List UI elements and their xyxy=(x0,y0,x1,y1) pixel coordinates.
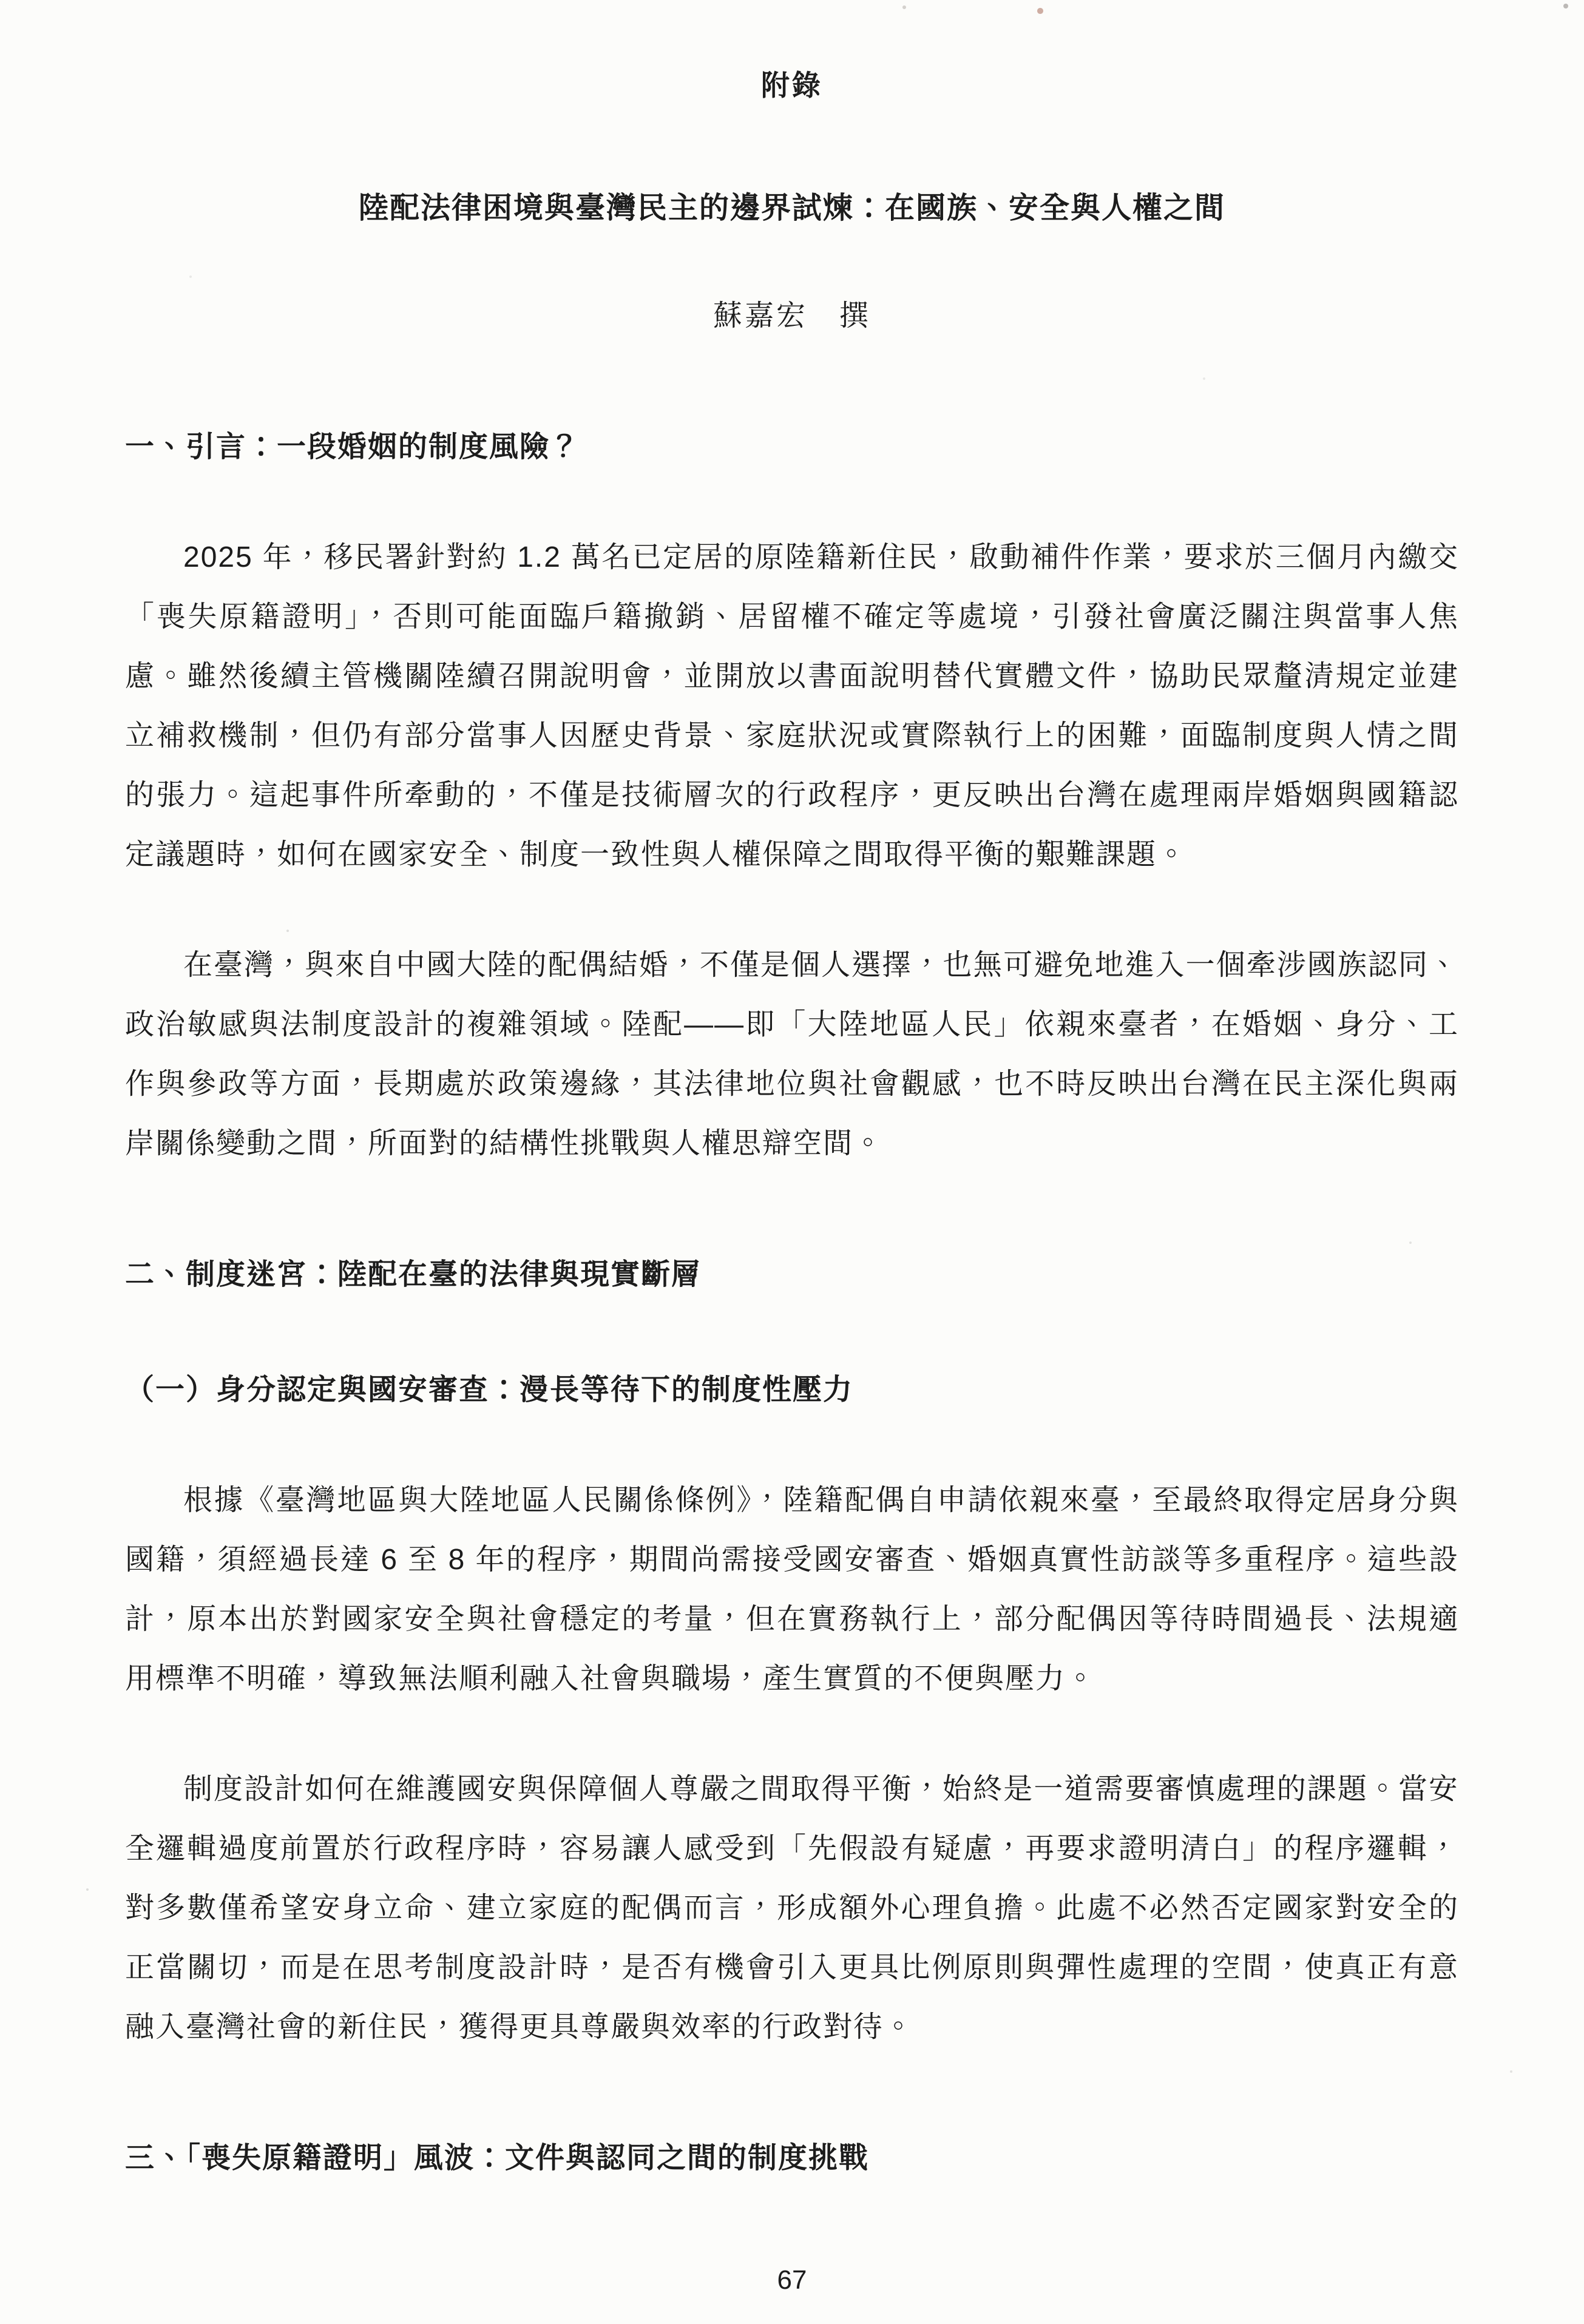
paragraph-marriage-context: 在臺灣，與來自中國大陸的配偶結婚，不僅是個人選擇，也無可避免地進入一個牽涉國族認同、政治敏感與法制度設計的複雜領域。陸配——即「大陸地區人民」依親來臺者，在婚姻、身分、工作與參政等方面，長期處於政策邊緣，其法律地位與社會觀感，也不時反映出台灣在民主深化與兩岸關係變動之間，所面對的結構性挑戰與人權思辯空間。 xyxy=(125,949,1459,1160)
section-heading-introduction: 一、引言：一段婚姻的制度風險？ xyxy=(125,431,581,463)
subsection-heading-identity-review: （一）身分認定與國安審查：漫長等待下的制度性壓力 xyxy=(125,1374,854,1406)
paragraph-security-balance: 制度設計如何在維護國安與保障個人尊嚴之間取得平衡，始終是一道需要審慎處理的課題。當安全邏輯過度前置於行政程序時，容易讓人感受到「先假設有疑慮，再要求證明清白」的程序邏輯，對多數僅希望安身立命、建立家庭的配偶而言，形成額外心理負擔。此處不必然否定國家對安全的正當關切，而是在思考制度設計時，是否有機會引入更具比例原則與彈性處理的空間，使真正有意融入臺灣社會的新住民，獲得更具尊嚴與效率的行政對待。 xyxy=(125,1773,1459,2043)
author-line: 蘇嘉宏 撰 xyxy=(712,300,871,332)
paragraph-regulation-process: 根據《臺灣地區與大陸地區人民關係條例》，陸籍配偶自申請依親來臺，至最終取得定居身分與國籍，須經過長達 6 至 8 年的程序，期間尚需接受國安審查、婚姻真實性訪談等多重程序。這些設計，原本出於對國家安全與社會穩定的考量，但在實務執行上，部分配偶因等待時間過長、法規適用標準不明確，導致無法順利融入社會與職場，產生實質的不便與壓力。 xyxy=(125,1484,1459,1695)
document-title: 陸配法律困境與臺灣民主的邊界試煉：在國族、安全與人權之間 xyxy=(358,192,1225,225)
scan-artifact xyxy=(0,0,2,2)
appendix-label: 附錄 xyxy=(761,69,823,101)
paragraph-immigration-2025: 2025 年，移民署針對約 1.2 萬名已定居的原陸籍新住民，啟動補件作業，要求於三個月內繳交「喪失原籍證明」，否則可能面臨戶籍撤銷、居留權不確定等處境，引發社會廣泛關注與當事人焦慮。雖然後續主管機關陸續召開說明會，並開放以書面說明替代實體文件，協助民眾釐清規定並建立補救機制，但仍有部分當事人因歷史背景、家庭狀況或實際執行上的困難，面臨制度與人情之間的張力。這起事件所牽動的，不僅是技術層次的行政程序，更反映出台灣在處理兩岸婚姻與國籍認定議題時，如何在國家安全、制度一致性與人權保障之間取得平衡的艱難課題。 xyxy=(125,541,1459,871)
section-heading-institutional-maze: 二、制度迷宮：陸配在臺的法律與現實斷層 xyxy=(125,1258,702,1291)
section-heading-certificate-controversy: 三、「喪失原籍證明」風波：文件與認同之間的制度挑戰 xyxy=(125,2142,870,2174)
page-number: 67 xyxy=(777,2265,807,2295)
